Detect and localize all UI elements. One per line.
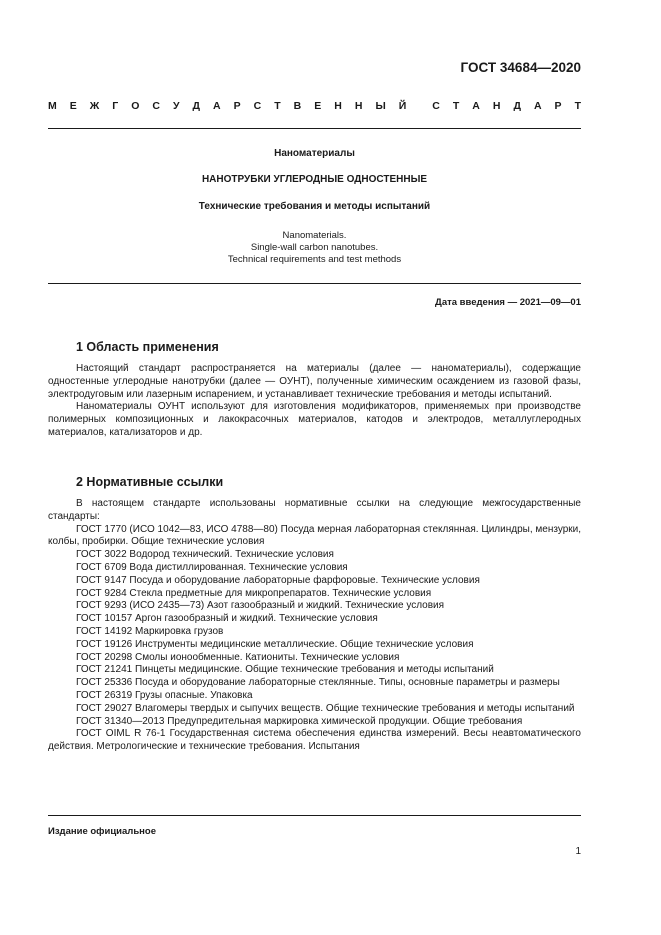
reference-item: ГОСТ 31340—2013 Предупредительная маркировка химической продукции. Общие требования — [76, 715, 523, 727]
footer-divider — [48, 815, 581, 816]
document-title: НАНОТРУБКИ УГЛЕРОДНЫЕ ОДНОСТЕННЫЕ — [201, 174, 428, 185]
heading-letter: Ж — [89, 100, 100, 112]
page-number: 1 — [575, 846, 581, 857]
english-title-line: Technical requirements and test methods — [227, 254, 402, 265]
paragraph: Наноматериалы ОУНТ используют для изготовления модификаторов, применяемых при производстве полимерных композиционных и лакокрасочных материалов, катодов и электродов, металлуглеродных материалов, катализаторов и др. — [48, 401, 581, 438]
heading-letter: А — [533, 100, 542, 112]
top-divider — [48, 128, 581, 129]
reference-item: ГОСТ 21241 Пинцеты медицинские. Общие технические требования и методы испытаний — [76, 664, 494, 676]
heading-letter: Д — [192, 100, 201, 112]
reference-item: ГОСТ 10157 Аргон газообразный и жидкий. Технические условия — [76, 613, 378, 625]
reference-item: ГОСТ 9284 Стекла предметные для микропрепаратов. Технические условия — [76, 587, 432, 599]
english-title-line: Nanomaterials. — [282, 230, 347, 241]
heading-letter: С — [253, 100, 262, 112]
section-1-body — [48, 363, 581, 440]
english-title-line: Single-wall carbon nanotubes. — [250, 242, 379, 253]
heading-letter: Е — [314, 100, 322, 112]
paragraph: В настоящем стандарте использованы нормативные ссылки на следующие межгосударственные стандарты: — [48, 498, 581, 522]
reference-item: ГОСТ 26319 Грузы опасные. Упаковка — [76, 689, 253, 701]
heading-letter: С — [432, 100, 440, 112]
reference-item: ГОСТ 19126 Инструменты медицинские металлические. Общие технические условия — [76, 638, 474, 650]
section-1-title: 1 Область применения — [76, 340, 219, 354]
official-edition-label: Издание официальное — [48, 826, 156, 837]
reference-item: ГОСТ 20298 Смолы ионообменные. Катиониты. Технические условия — [76, 651, 400, 663]
heading-letter: У — [172, 100, 180, 112]
heading-letter: Т — [574, 100, 581, 112]
heading-letter: Ы — [375, 100, 386, 112]
heading-letter: Е — [69, 100, 77, 112]
title-divider — [48, 283, 581, 284]
reference-item: ГОСТ 9293 (ИСО 2435—73) Азот газообразный и жидкий. Технические условия — [76, 600, 445, 612]
heading-letter: Т — [274, 100, 281, 112]
heading-letter: Н — [492, 100, 501, 112]
heading-letter: С — [152, 100, 160, 112]
reference-item: ГОСТ 1770 (ИСО 1042—83, ИСО 4788—80) Посуда мерная лабораторная стеклянная. Цилиндры, мензурки, колбы, пробирки. Общие технические условия — [48, 523, 582, 548]
reference-item: ГОСТ 9147 Посуда и оборудование лабораторные фарфоровые. Технические условия — [76, 574, 480, 586]
heading-letter: Р — [554, 100, 562, 112]
reference-item: ГОСТ OIML R 76-1 Государственная система обеспечения единства измерений. Весы неавтоматического действия. Метрологические и технические требования. Испытания — [48, 728, 581, 753]
heading-letter: Г — [112, 100, 119, 112]
heading-letter: Р — [233, 100, 241, 112]
reference-item: ГОСТ 3022 Водород технический. Технические условия — [76, 549, 334, 561]
section-2-heading-block — [48, 476, 581, 489]
reference-item: ГОСТ 6709 Вода дистиллированная. Технические условия — [76, 561, 348, 573]
heading-letter: А — [472, 100, 480, 112]
document-subtitle: Технические требования и методы испытаний — [198, 201, 431, 212]
heading-letter: Н — [354, 100, 363, 112]
reference-item: ГОСТ 14192 Маркировка грузов — [76, 625, 224, 637]
section-2-body — [48, 498, 581, 754]
heading-letter: А — [213, 100, 221, 112]
interstate-standard-heading — [48, 100, 581, 112]
reference-item: ГОСТ 29027 Влагомеры твердых и сыпучих веществ. Общие технические требования и методы испытаний — [76, 702, 575, 714]
heading-letter: Т — [452, 100, 460, 112]
heading-letter: Д — [513, 100, 521, 112]
heading-letter: М — [48, 100, 57, 112]
heading-letter: О — [131, 100, 140, 112]
english-title — [48, 230, 581, 266]
heading-letter: Н — [334, 100, 342, 112]
heading-letter: В — [293, 100, 302, 112]
section-1-heading-block — [48, 341, 581, 354]
paragraph: Настоящий стандарт распространяется на материалы (далее — наноматериалы), содержащие одностенные углеродные нанотрубки (далее — ОУНТ), полученные химическим осаждением из газовой фазы, электродуговым или лазерным испарением, и устанавливает технические требования и методы испытаний. — [48, 363, 581, 400]
section-2-title: 2 Нормативные ссылки — [76, 475, 224, 489]
subject-area: Наноматериалы — [274, 148, 355, 159]
heading-letter: Й — [398, 100, 407, 112]
introduction-date: Дата введения — 2021—09—01 — [435, 297, 581, 308]
standard-number: ГОСТ 34684—2020 — [460, 60, 581, 75]
reference-item: ГОСТ 25336 Посуда и оборудование лабораторные стеклянные. Типы, основные параметры и размеры — [76, 677, 560, 689]
